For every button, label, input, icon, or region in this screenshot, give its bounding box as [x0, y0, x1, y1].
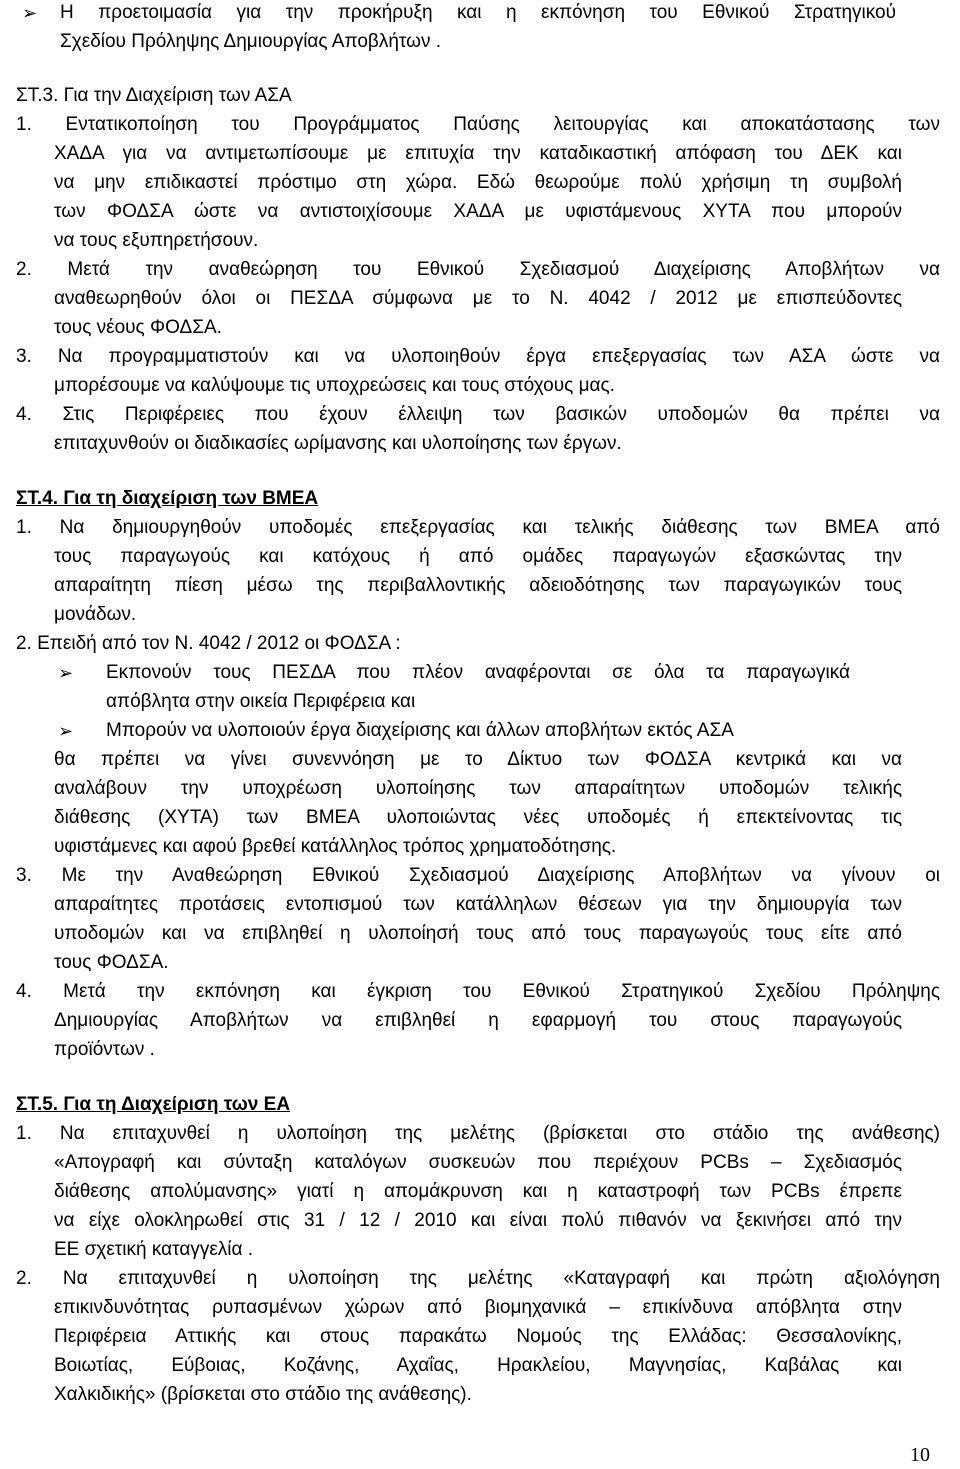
- text-line: αναλάβουν την υποχρέωση υλοποίησης των απαραίτητων υποδομών τελικής: [54, 778, 902, 799]
- text-line: υφιστάμενες και αφού βρεθεί κατάλληλος τρόπος χρηματοδότησης.: [54, 836, 617, 857]
- text-line: 4. Μετά την εκπόνηση και έγκριση του Εθνικού Στρατηγικού Σχεδίου Πρόληψης: [16, 981, 940, 1002]
- text-line: να είχε ολοκληρωθεί στις 31 / 12 / 2010 και είναι πολύ πιθανόν να ξεκινήσει από την: [54, 1210, 902, 1231]
- text-line: Χαλκιδικής» (βρίσκεται στο στάδιο της ανάθεσης).: [54, 1384, 472, 1405]
- text-line: τους νέους ΦΟΔΣΑ.: [54, 317, 222, 338]
- text-line: ΕΕ σχετική καταγγελία .: [54, 1239, 254, 1260]
- text-line: υποδομών και να επιβληθεί η υλοποίησή τους από τους παραγωγούς τους είτε από: [54, 923, 902, 944]
- text-line: Εκπονούν τους ΠΕΣΔΑ που πλέον αναφέρονται σε όλα τα παραγωγικά: [106, 662, 850, 683]
- text-line: θα πρέπει να γίνει συνεννόηση με το Δίκτυο των ΦΟΔΣΑ κεντρικά και να: [54, 749, 902, 770]
- text-line: ΧΑΔΑ για να αντιμετωπίσουμε με επιτυχία την καταδικαστική απόφαση του ΔΕΚ και: [54, 143, 902, 164]
- text-line: απόβλητα στην οικεία Περιφέρεια και: [106, 691, 416, 712]
- text-line: να τους εξυπηρετήσουν.: [54, 230, 259, 251]
- text-line: Σχεδίου Πρόληψης Δημιουργίας Αποβλήτων .: [60, 31, 442, 52]
- text-line: διάθεσης απολύμανσης» γιατί η απομάκρυνση και η καταστροφή των PCBs έπρεπε: [54, 1181, 902, 1202]
- page-number: 10: [910, 1444, 930, 1466]
- text-line: επιταχυνθούν οι διαδικασίες ωρίμανσης και υλοποίησης των έργων.: [54, 433, 622, 454]
- text-line: προϊόντων .: [54, 1039, 155, 1060]
- text-line: μπορέσουμε να καλύψουμε τις υποχρεώσεις και τους στόχους μας.: [54, 375, 615, 396]
- text-line: 3. Με την Αναθεώρηση Εθνικού Σχεδιασμού Διαχείρισης Αποβλήτων να γίνουν οι: [16, 865, 940, 886]
- text-line: τους παραγωγούς και κατόχους ή από ομάδες παραγωγών εξασκώντας την: [54, 546, 902, 567]
- text-line: «Απογραφή και σύνταξη καταλόγων συσκευών που περιέχουν PCBs – Σχεδιασμός: [54, 1152, 902, 1173]
- text-line: αναθεωρηθούν όλοι οι ΠΕΣΔΑ σύμφωνα με το Ν. 4042 / 2012 με επισπεύδοντες: [54, 288, 902, 309]
- text-line: των ΦΟΔΣΑ ώστε να αντιστοιχίσουμε ΧΑΔΑ με υφιστάμενους ΧΥΤΑ που μπορούν: [54, 201, 902, 222]
- text-line: απαραίτητη πίεση μέσω της περιβαλλοντικής αδειοδότησης των παραγωγικών τους: [54, 575, 902, 596]
- bullet-arrow-icon: ➢: [58, 721, 74, 741]
- text-line: απαραίτητες προτάσεις εντοπισμού των κατάλληλων θέσεων για την δημιουργία των: [54, 894, 902, 915]
- text-line: Βοιωτίας, Εύβοιας, Κοζάνης, Αχαΐας, Ηρακλείου, Μαγνησίας, Καβάλας και: [54, 1355, 902, 1376]
- text-line: Η προετοιμασία για την προκήρυξη και η εκπόνηση του Εθνικού Στρατηγικού: [60, 2, 896, 23]
- text-line: να μην επιδικαστεί πρόστιμο στη χώρα. Εδώ θεωρούμε πολύ χρήσιμη τη συμβολή: [54, 172, 902, 193]
- section-heading: ΣΤ.4. Για τη διαχείριση των ΒΜΕΑ: [16, 488, 319, 509]
- text-line: Μπορούν να υλοποιούν έργα διαχείρισης και άλλων αποβλήτων εκτός ΑΣΑ: [106, 720, 734, 741]
- bullet-arrow-icon: ➢: [58, 663, 74, 683]
- text-line: 1. Να επιταχυνθεί η υλοποίηση της μελέτης (βρίσκεται στο στάδιο της ανάθεσης): [16, 1123, 940, 1144]
- text-line: 2. Επειδή από τον Ν. 4042 / 2012 οι ΦΟΔΣΑ :: [16, 633, 401, 654]
- text-line: μονάδων.: [54, 604, 137, 625]
- text-line: 1. Να δημιουργηθούν υποδομές επεξεργασίας και τελικής διάθεσης των ΒΜΕΑ από: [16, 517, 940, 538]
- section-heading: ΣΤ.5. Για τη Διαχείριση των ΕΑ: [16, 1094, 291, 1115]
- text-line: 2. Να επιταχυνθεί η υλοποίηση της μελέτης «Καταγραφή και πρώτη αξιολόγηση: [16, 1268, 940, 1289]
- text-line: διάθεσης (ΧΥΤΑ) των ΒΜΕΑ υλοποιώντας νέες υποδομές ή επεκτείνοντας τις: [54, 807, 902, 828]
- text-line: 3. Να προγραμματιστούν και να υλοποιηθούν έργα επεξεργασίας των ΑΣΑ ώστε να: [16, 346, 940, 367]
- bullet-arrow-icon: ➢: [22, 3, 38, 23]
- text-line: Περιφέρεια Αττικής και στους παρακάτω Νομούς της Ελλάδας: Θεσσαλονίκης,: [54, 1326, 902, 1347]
- text-line: Δημιουργίας Αποβλήτων να επιβληθεί η εφαρμογή του στους παραγωγούς: [54, 1010, 902, 1031]
- text-line: τους ΦΟΔΣΑ.: [54, 952, 169, 973]
- text-line: 4. Στις Περιφέρειες που έχουν έλλειψη των βασικών υποδομών θα πρέπει να: [16, 404, 940, 425]
- text-line: 1. Εντατικοποίηση του Προγράμματος Παύσης λειτουργίας και αποκατάστασης των: [16, 114, 940, 135]
- text-line: ΣΤ.3. Για την Διαχείριση των ΑΣΑ: [16, 85, 292, 106]
- text-line: 2. Μετά την αναθεώρηση του Εθνικού Σχεδιασμού Διαχείρισης Αποβλήτων να: [16, 259, 940, 280]
- text-line: επικινδυνότητας ρυπασμένων χώρων από βιομηχανικά – επικίνδυνα απόβλητα στην: [54, 1297, 902, 1318]
